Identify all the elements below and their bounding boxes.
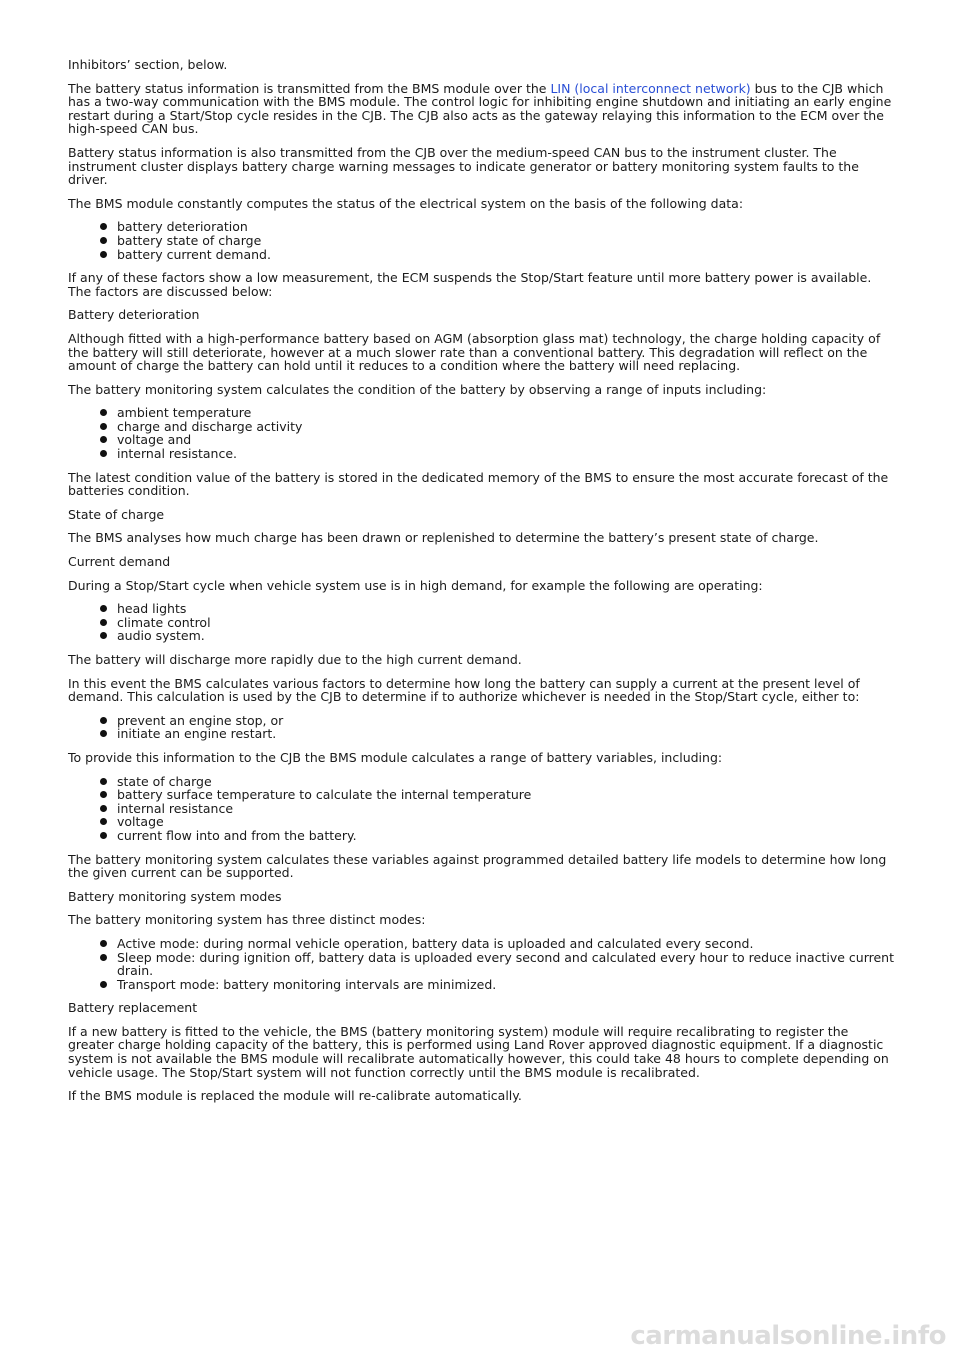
bullet-icon [100, 730, 107, 737]
list-item [117, 829, 898, 843]
list-item [117, 420, 898, 434]
paragraph: In this event the BMS calculates various factors to determine how long the battery can supply a current at the present level of demand. This calculation is used by the CJB to determine if to authorize whichever is needed in the Stop/Start cycle, either to: [68, 675, 860, 705]
list-item [117, 220, 898, 234]
bullet-icon [100, 717, 107, 724]
list-item-text: climate control [117, 614, 211, 630]
bullet-list [68, 220, 898, 261]
list-item [117, 447, 898, 461]
bullet-icon [100, 423, 107, 430]
list-item-text: voltage [117, 814, 164, 830]
list-item [117, 433, 898, 447]
section-heading: Battery replacement [68, 1000, 198, 1016]
list-item-text: ambient temperature [117, 405, 252, 421]
paragraph: Although fitted with a high-performance battery based on AGM (absorption glass mat) technology, the charge holding capacity of the battery will still deteriorate, however at a much slower rate than a conventional battery. This degradation will reflect on the amount of charge the battery can hold until it reduces to a condition where the battery will need replacing. [68, 330, 881, 374]
paragraph: The battery monitoring system calculates these variables against programmed detailed battery life models to determine how long the given current can be supported. [68, 851, 887, 881]
bullet-icon [100, 251, 107, 258]
list-item-text: battery current demand. [117, 246, 271, 262]
bullet-icon [100, 409, 107, 416]
section-heading: Current demand [68, 554, 171, 570]
watermark: carmanualsonline.info [630, 1321, 946, 1352]
bullet-icon [100, 632, 107, 639]
bullet-icon [100, 436, 107, 443]
list-item [117, 788, 898, 802]
document-body [68, 58, 898, 1113]
bullet-list [68, 602, 898, 643]
list-item [117, 234, 898, 248]
paragraph: Inhibitors’ section, below. [68, 57, 228, 72]
list-item-text: Active mode: during normal vehicle operation, battery data is uploaded and calculated every second. [117, 935, 754, 951]
list-item [117, 616, 898, 630]
list-item-text: audio system. [117, 628, 205, 644]
paragraph: If a new battery is fitted to the vehicle, the BMS (battery monitoring system) module will require recalibrating to register the greater charge holding capacity of the battery, this is performed using Land Rover approved diagnostic equipment. If a diagnostic system is not available the BMS module will recalibrate automatically however, this could take 48 hours to complete depending on vehicle usage. The Stop/Start system will not function correctly until the BMS module is recalibrated. [68, 1023, 889, 1080]
paragraph: To provide this information to the CJB the BMS module calculates a range of battery variables, including: [68, 749, 723, 765]
bullet-icon [100, 791, 107, 798]
list-item [117, 629, 898, 643]
list-item-text: initiate an engine restart. [117, 726, 277, 742]
paragraph: During a Stop/Start cycle when vehicle system use is in high demand, for example the following are operating: [68, 577, 763, 593]
list-item-text: internal resistance [117, 800, 234, 816]
paragraph: If the BMS module is replaced the module will re-calibrate automatically. [68, 1088, 522, 1104]
list-item [117, 815, 898, 829]
list-item [117, 248, 898, 262]
list-item-text: prevent an engine stop, or [117, 712, 284, 728]
list-item-text: Sleep mode: during ignition off, battery data is uploaded every second and calculated every hour to reduce inactive current drain. [117, 949, 894, 979]
list-item-text: battery deterioration [117, 219, 248, 235]
paragraph: The battery will discharge more rapidly due to the high current demand. [68, 652, 522, 667]
section-heading: State of charge [68, 506, 165, 522]
bullet-icon [100, 619, 107, 626]
bullet-icon [100, 237, 107, 244]
bullet-icon [100, 605, 107, 612]
list-item-text: battery state of charge [117, 232, 262, 248]
list-item [117, 727, 898, 741]
bullet-icon [100, 778, 107, 785]
bullet-icon [100, 832, 107, 839]
bullet-list [68, 937, 898, 991]
paragraph: The latest condition value of the battery is stored in the dedicated memory of the BMS to ensure the most accurate forecast of the batteries condition. [68, 469, 889, 499]
list-item-text: Transport mode: battery monitoring intervals are minimized. [117, 976, 497, 992]
text-run: The battery status information is transmitted from the BMS module over the [68, 80, 551, 96]
list-item [117, 951, 898, 978]
list-item [117, 937, 898, 951]
list-item-text: state of charge [117, 773, 212, 789]
bullet-icon [100, 223, 107, 230]
list-item-text: current flow into and from the battery. [117, 827, 357, 843]
list-item-text: voltage and [117, 432, 192, 448]
lin-link[interactable]: LIN (local interconnect network) [550, 80, 751, 96]
bullet-icon [100, 940, 107, 947]
list-item [117, 602, 898, 616]
bullet-icon [100, 450, 107, 457]
section-heading: Battery deterioration [68, 307, 200, 323]
bullet-icon [100, 818, 107, 825]
paragraph [68, 82, 898, 136]
list-item [117, 406, 898, 420]
bullet-list [68, 406, 898, 460]
list-item-text: internal resistance. [117, 446, 238, 462]
bullet-icon [100, 954, 107, 961]
list-item [117, 775, 898, 789]
bullet-list [68, 775, 898, 843]
list-item [117, 714, 898, 728]
list-item-text: charge and discharge activity [117, 418, 303, 434]
list-item-text: battery surface temperature to calculate the internal temperature [117, 787, 532, 803]
paragraph: The battery monitoring system has three distinct modes: [68, 912, 426, 928]
paragraph: If any of these factors show a low measurement, the ECM suspends the Stop/Start feature until more battery power is available. The factors are discussed below: [68, 270, 872, 299]
paragraph: Battery status information is also transmitted from the CJB over the medium-speed CAN bus to the instrument cluster. The instrument cluster displays battery charge warning messages to indicate generator or battery monitoring system faults to the driver. [68, 144, 859, 188]
bullet-icon [100, 981, 107, 988]
bullet-list [68, 714, 898, 741]
list-item-text: head lights [117, 601, 187, 617]
list-item [117, 802, 898, 816]
paragraph: The battery monitoring system calculates the condition of the battery by observing a range of inputs including: [68, 381, 767, 397]
paragraph: The BMS analyses how much charge has been drawn or replenished to determine the battery’s present state of charge. [68, 530, 819, 546]
bullet-icon [100, 805, 107, 812]
list-item [117, 978, 898, 992]
text-run: bus to the CJB which has a two-way communication with the BMS module. The control logic for inhibiting engine shutdown and initiating an early engine restart during a Start/Stop cycle resides in the CJB. The CJB also acts as the gateway relaying this information to the ECM over the high-speed CAN bus. [68, 80, 892, 137]
paragraph: The BMS module constantly computes the status of the electrical system on the basis of the following data: [68, 195, 744, 211]
section-heading: Battery monitoring system modes [68, 888, 282, 904]
